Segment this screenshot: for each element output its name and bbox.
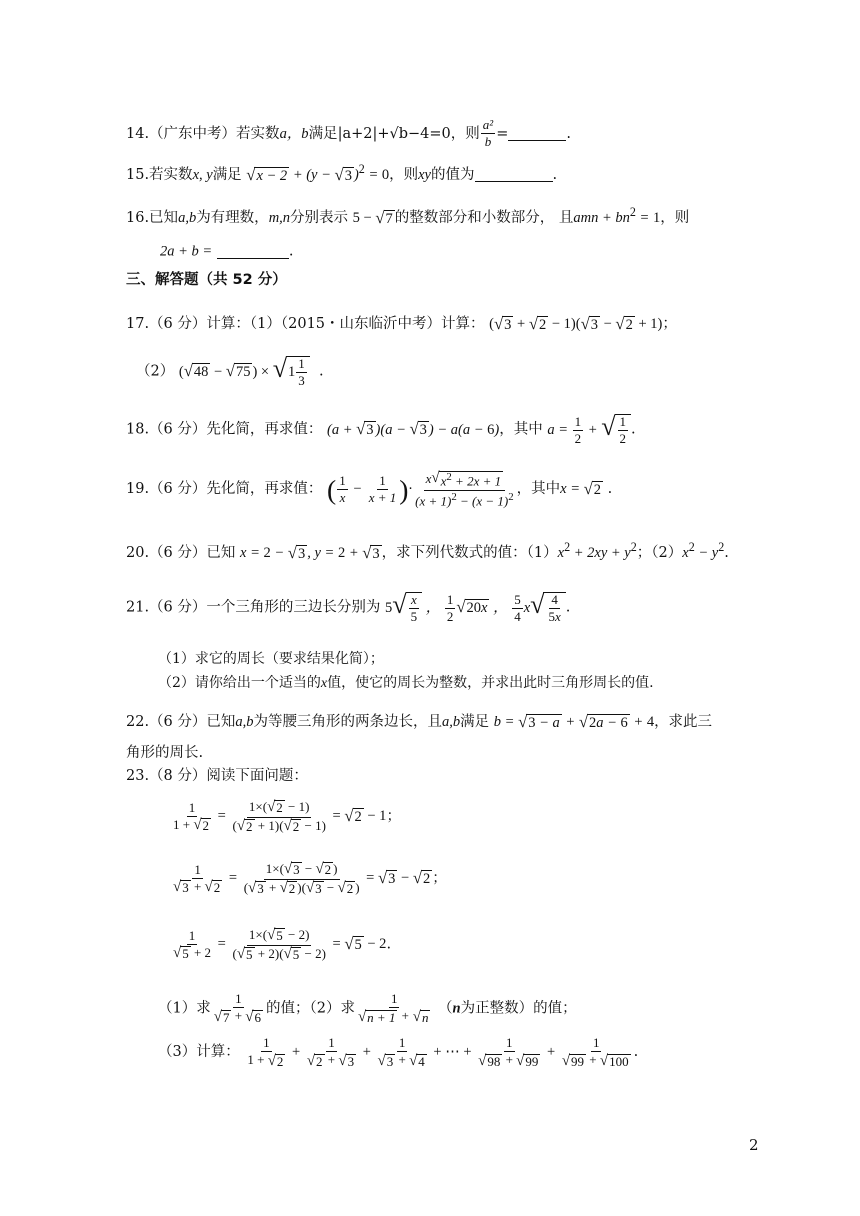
question-23: 23.（8 分）阅读下面问题：: [126, 768, 308, 784]
section-title: 三、解答题（共 52 分）: [126, 272, 287, 288]
expression: (a + √ 3 )(a − √ 3 ) − a(a − 6): [327, 419, 500, 439]
question-17: 17.（6 分）计算：（1）（2015・山东临沂中考）计算： ( √ 3 + √ 2 − 1)( √ 3 − √ 2 + 1)；: [126, 313, 677, 333]
expression: 5 − √ 7: [352, 207, 393, 227]
fraction: $\frac{\text{a²}}{b}$: [482, 117, 494, 150]
answer-blank: [508, 125, 566, 141]
question-14: 14.（广东中考）若实数a，b满足|a+2|+√b−4=0，则 $\frac{\text{a²}}{b}$ = .: [126, 117, 571, 150]
question-22: 22.（6 分）已知a,b为等腰三角形的两条边长，且a,b满足 b = √ 3 − a + √ 2a − 6 + 4，求此三: [126, 711, 713, 731]
example-1: 1 1 + √ 2 = 1×( √ 2 − 1) ( √ 2 + 1)( √ 2 − 1) = √ 2 − 1；: [173, 799, 401, 835]
question-19: 19.（6 分）先化简，再求值： ( $\frac{1}{x}$ − $\frac{1}{x + 1}$ )· x √ $x^2 + 2x + 1$ $(x + 1)^2 - (x - 1)^2$ ，其中x = √ 2 .: [126, 470, 613, 508]
page-number: 2: [749, 1136, 759, 1154]
question-16-line2: 2a + b = .: [160, 243, 294, 260]
question-23-sub3: （3）计算： 1 1 + √ 2 + 1 √ 2 + √ 3 + 1 √ 3 + √ 4 + ⋯ + 1 √ 98 + √ 99 + 1 √ 99 + √ 100 .: [158, 1035, 639, 1069]
question-21: 21.（6 分）一个三角形的三边长分别为 5 √ $\frac{x}{5}$ ， $\frac{1}{2}$ √ 20x ， $\frac{5}{4}$ x √ $\frac{4}{5x}$ .: [126, 590, 571, 625]
question-17-part2: （2） ( √ 48 − √ 75 ) × √ 1 $\frac{1}{3}$ .: [136, 354, 324, 389]
question-22-line2: 角形的周长.: [126, 745, 204, 761]
question-18: 18.（6 分）先化简，再求值： (a + √ 3 )(a − √ 3 ) − a(a − 6)，其中 a = $\frac{1}{2}$ + √ $\frac{1}{2}$ .: [126, 412, 636, 447]
question-23-sub1: （1）求 1 √ 7 + √ 6 的值；（2）求 1 √ n + 1 + √ n （n为正整数）的值；: [158, 991, 577, 1025]
equation: amn + $bn^2 = 1$: [573, 205, 661, 226]
equation: a = $\frac{1}{2}$ + √ $\frac{1}{2}$: [547, 422, 631, 438]
example-2: 1 √ 3 + √ 2 = 1×( √ 3 − √ 2 ) ( √ 3 + √ 2 )( √ 3 − √ 2 ) = √ 3 − √ 2 ；: [173, 861, 447, 897]
expression: 1 1 + √ 2 + 1 √ 2 + √ 3 + 1 √ 3 + √ 4 + ⋯ + 1 √ 98 + √ 99 + 1 √ 99 + √ 100: [247, 1035, 629, 1069]
answer-blank: [475, 166, 553, 182]
answer-blank: [217, 243, 289, 259]
equation: √ x − 2 + (y − √ 3 )$^2$ = 0: [246, 162, 390, 184]
question-21-sub1: （1）求它的周长（要求结果化简）；: [158, 651, 384, 667]
expression: ( √ 48 − √ 75 ) × √ 1 $\frac{1}{3}$: [179, 364, 310, 380]
question-21-sub2: （2）请你给出一个适当的x值，使它的周长为整数，并求出此时三角形周长的值.: [158, 675, 654, 691]
expression: ( √ 3 + √ 2 − 1)( √ 3 − √ 2 + 1): [489, 313, 663, 333]
question-20: 20.（6 分）已知 x = 2 − √ 3 , y = 2 + √ 3 ，求下列代数式的值：$(1)x^2 + 2xy + y^2$；$(2)x^2 - y^2$.: [126, 540, 729, 562]
equation: x = 2 − √ 3 , y = 2 + √ 3: [240, 542, 380, 562]
question-15: 15.若实数x, y满足 √ x − 2 + (y − √ 3 )$^2$ = 0，则xy的值为 .: [126, 162, 558, 184]
example-3: 1 √ 5 + 2 = 1×( √ 5 − 2) ( √ 5 + 2)( √ 5 − 2) = √ 5 − 2.: [173, 927, 392, 963]
expression: 5 √ $\frac{x}{5}$ ， $\frac{1}{2}$ √ 20x ， $\frac{5}{4}$ x √ $\frac{4}{5x}$: [385, 600, 566, 616]
question-16: 16.已知a,b为有理数，m,n分别表示 5 − √ 7 的整数部分和小数部分， 且amn + $bn^2 = 1$，则: [126, 205, 690, 227]
expression: ( $\frac{1}{x}$ − $\frac{1}{x + 1}$ )· x √ $x^2 + 2x + 1$ $(x + 1)^2 - (x - 1)^2$: [327, 470, 514, 508]
equation: b = √ 3 − a + √ 2a − 6 + 4: [493, 711, 655, 731]
